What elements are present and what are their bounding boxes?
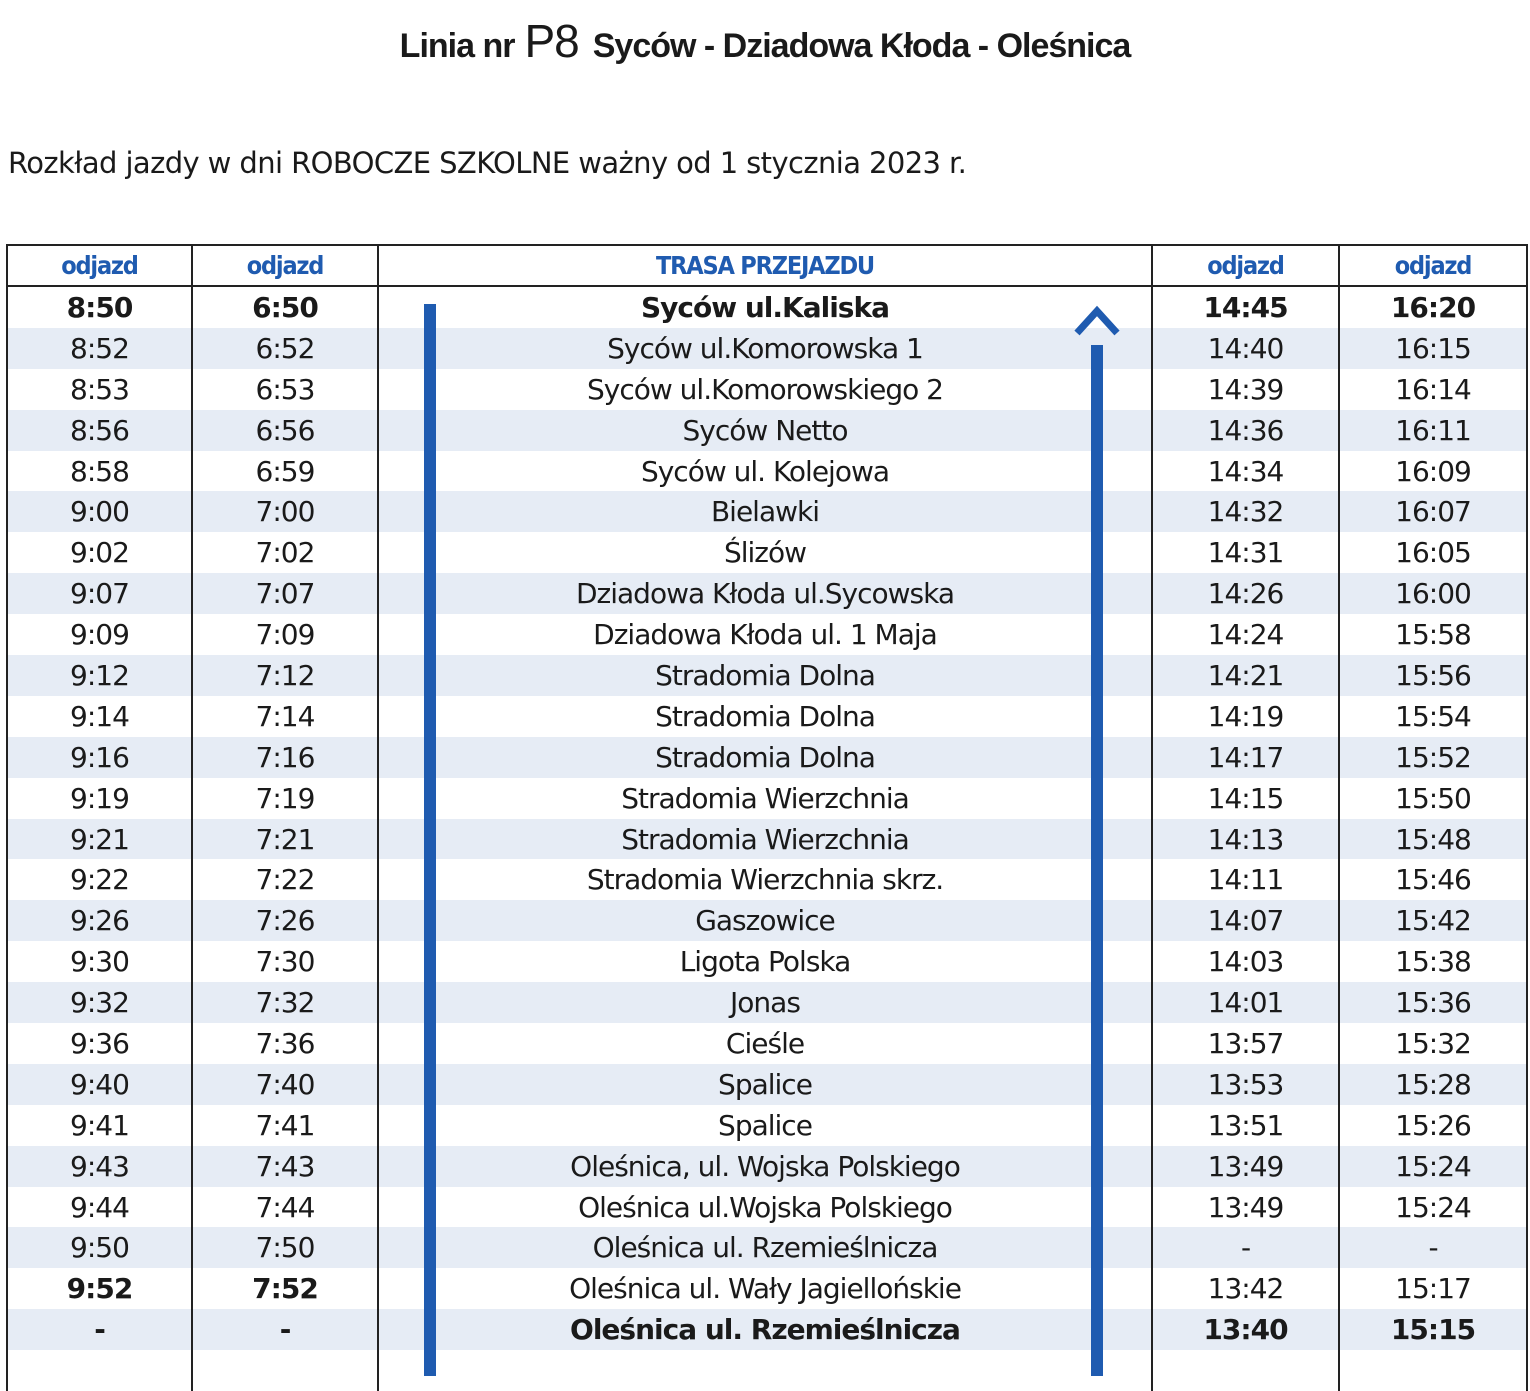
departure-time-3: [1152, 1350, 1339, 1391]
departure-time-2: 7:16: [192, 737, 378, 778]
timetable: [6, 244, 1528, 1391]
table-row: [7, 1350, 1527, 1391]
departure-time-1: 9:00: [7, 491, 192, 532]
stop-name: Oleśnica ul. Rzemieślnicza: [378, 1309, 1152, 1350]
departure-time-4: 15:24: [1339, 1187, 1527, 1228]
table-row: [7, 941, 1527, 982]
stop-name: Oleśnica ul.Wojska Polskiego: [378, 1187, 1152, 1228]
departure-time-3: 14:13: [1152, 819, 1339, 860]
stop-name: Spalice: [378, 1064, 1152, 1105]
departure-time-2: 7:26: [192, 900, 378, 941]
departure-time-1: 8:52: [7, 328, 192, 369]
stop-name: Ligota Polska: [378, 941, 1152, 982]
departure-time-3: 14:11: [1152, 859, 1339, 900]
departure-time-1: 9:26: [7, 900, 192, 941]
departure-time-4: 15:36: [1339, 982, 1527, 1023]
stop-name: Oleśnica ul. Wały Jagiellońskie: [378, 1268, 1152, 1309]
table-row: [7, 737, 1527, 778]
stop-name: Syców Netto: [378, 410, 1152, 451]
stop-name: Stradomia Dolna: [378, 696, 1152, 737]
departure-time-4: 15:54: [1339, 696, 1527, 737]
departure-time-3: 14:15: [1152, 778, 1339, 819]
departure-time-3: 14:39: [1152, 369, 1339, 410]
table-row: [7, 1309, 1527, 1350]
departure-time-1: 9:02: [7, 532, 192, 573]
table-row: [7, 1023, 1527, 1064]
departure-time-3: 13:57: [1152, 1023, 1339, 1064]
stop-name: Syców ul.Kaliska: [378, 286, 1152, 328]
departure-time-1: 9:19: [7, 778, 192, 819]
departure-time-4: 16:00: [1339, 573, 1527, 614]
departure-time-4: 16:09: [1339, 451, 1527, 492]
departure-time-3: 14:26: [1152, 573, 1339, 614]
table-row: [7, 1268, 1527, 1309]
stop-name: Stradomia Wierzchnia skrz.: [378, 859, 1152, 900]
table-row: [7, 982, 1527, 1023]
stop-name: Syców ul.Komorowskiego 2: [378, 369, 1152, 410]
departure-time-4: 16:20: [1339, 286, 1527, 328]
stop-name: Stradomia Dolna: [378, 655, 1152, 696]
table-row: [7, 491, 1527, 532]
departure-time-1: 9:32: [7, 982, 192, 1023]
departure-time-2: 7:50: [192, 1227, 378, 1268]
departure-time-2: 7:36: [192, 1023, 378, 1064]
departure-time-3: 13:49: [1152, 1146, 1339, 1187]
departure-time-2: 7:30: [192, 941, 378, 982]
departure-time-4: 15:32: [1339, 1023, 1527, 1064]
departure-time-3: 13:49: [1152, 1187, 1339, 1228]
departure-time-3: 13:53: [1152, 1064, 1339, 1105]
table-row: [7, 1227, 1527, 1268]
table-row: [7, 1146, 1527, 1187]
header-departure-4: odjazd: [1339, 245, 1527, 286]
departure-time-1: 9:12: [7, 655, 192, 696]
departure-time-3: 13:42: [1152, 1268, 1339, 1309]
departure-time-4: 15:56: [1339, 655, 1527, 696]
schedule-validity: Rozkład jazdy w dni ROBOCZE SZKOLNE ważny od 1 stycznia 2023 r.: [8, 146, 967, 180]
header-departure-2: odjazd: [192, 245, 378, 286]
departure-time-2: 7:52: [192, 1268, 378, 1309]
departure-time-1: 9:40: [7, 1064, 192, 1105]
departure-time-4: 15:58: [1339, 614, 1527, 655]
departure-time-4: 16:14: [1339, 369, 1527, 410]
departure-time-2: 6:52: [192, 328, 378, 369]
table-row: [7, 778, 1527, 819]
stop-name: Ślizów: [378, 532, 1152, 573]
table-row: [7, 573, 1527, 614]
departure-time-3: 13:51: [1152, 1105, 1339, 1146]
departure-time-1: 9:50: [7, 1227, 192, 1268]
departure-time-4: 15:42: [1339, 900, 1527, 941]
departure-time-4: 15:17: [1339, 1268, 1527, 1309]
route-name: Syców - Dziadowa Kłoda - Oleśnica: [592, 27, 1131, 65]
departure-time-4: 15:15: [1339, 1309, 1527, 1350]
departure-time-1: -: [7, 1309, 192, 1350]
departure-time-4: 15:50: [1339, 778, 1527, 819]
table-row: [7, 1187, 1527, 1228]
page-title: [0, 14, 1530, 68]
departure-time-4: 16:07: [1339, 491, 1527, 532]
table-row: [7, 614, 1527, 655]
stop-name: Stradomia Wierzchnia: [378, 778, 1152, 819]
departure-time-3: 14:17: [1152, 737, 1339, 778]
departure-time-2: 7:12: [192, 655, 378, 696]
departure-time-4: 15:52: [1339, 737, 1527, 778]
departure-time-1: 9:44: [7, 1187, 192, 1228]
stop-name: Spalice: [378, 1105, 1152, 1146]
table-row: [7, 1064, 1527, 1105]
departure-time-1: 9:16: [7, 737, 192, 778]
departure-time-3: 14:01: [1152, 982, 1339, 1023]
stop-name: Stradomia Dolna: [378, 737, 1152, 778]
departure-time-3: 14:40: [1152, 328, 1339, 369]
departure-time-4: 15:28: [1339, 1064, 1527, 1105]
departure-time-4: 16:11: [1339, 410, 1527, 451]
departure-time-1: 9:21: [7, 819, 192, 860]
departure-time-4: 15:38: [1339, 941, 1527, 982]
departure-time-4: 16:05: [1339, 532, 1527, 573]
stop-name: Stradomia Wierzchnia: [378, 819, 1152, 860]
departure-time-4: [1339, 1350, 1527, 1391]
stop-name: Oleśnica, ul. Wojska Polskiego: [378, 1146, 1152, 1187]
table-row: [7, 819, 1527, 860]
departure-time-2: 7:09: [192, 614, 378, 655]
departure-time-3: 14:19: [1152, 696, 1339, 737]
departure-time-3: 14:32: [1152, 491, 1339, 532]
departure-time-3: 14:45: [1152, 286, 1339, 328]
departure-time-3: 14:34: [1152, 451, 1339, 492]
table-row: [7, 859, 1527, 900]
table-header-row: [7, 245, 1527, 286]
stop-name: Gaszowice: [378, 900, 1152, 941]
table-row: [7, 1105, 1527, 1146]
header-route: TRASA PRZEJAZDU: [378, 245, 1152, 286]
departure-time-2: 7:07: [192, 573, 378, 614]
table-row: [7, 410, 1527, 451]
departure-time-1: 9:43: [7, 1146, 192, 1187]
departure-time-1: 8:53: [7, 369, 192, 410]
stop-name: [378, 1350, 1152, 1391]
departure-time-1: 9:22: [7, 859, 192, 900]
departure-time-4: 16:15: [1339, 328, 1527, 369]
line-code: P8: [524, 15, 579, 67]
departure-time-1: 9:30: [7, 941, 192, 982]
stop-name: Cieśle: [378, 1023, 1152, 1064]
departure-time-2: 7:19: [192, 778, 378, 819]
departure-time-2: 7:43: [192, 1146, 378, 1187]
departure-time-2: 6:59: [192, 451, 378, 492]
stop-name: Syców ul.Komorowska 1: [378, 328, 1152, 369]
departure-time-2: 7:02: [192, 532, 378, 573]
departure-time-3: 14:24: [1152, 614, 1339, 655]
departure-time-2: -: [192, 1309, 378, 1350]
departure-time-3: -: [1152, 1227, 1339, 1268]
departure-time-3: 14:36: [1152, 410, 1339, 451]
stop-name: Syców ul. Kolejowa: [378, 451, 1152, 492]
header-departure-1: odjazd: [7, 245, 192, 286]
departure-time-4: 15:24: [1339, 1146, 1527, 1187]
stop-name: Bielawki: [378, 491, 1152, 532]
departure-time-2: 6:53: [192, 369, 378, 410]
departure-time-2: 6:50: [192, 286, 378, 328]
timetable-body: [7, 286, 1527, 1391]
departure-time-3: 14:21: [1152, 655, 1339, 696]
departure-time-4: 15:48: [1339, 819, 1527, 860]
stop-name: Dziadowa Kłoda ul.Sycowska: [378, 573, 1152, 614]
table-row: [7, 655, 1527, 696]
departure-time-1: 8:50: [7, 286, 192, 328]
departure-time-4: 15:26: [1339, 1105, 1527, 1146]
table-row: [7, 532, 1527, 573]
header-departure-3: odjazd: [1152, 245, 1339, 286]
table-row: [7, 286, 1527, 328]
departure-time-2: 7:44: [192, 1187, 378, 1228]
departure-time-3: 13:40: [1152, 1309, 1339, 1350]
table-row: [7, 451, 1527, 492]
title-prefix: Linia nr: [399, 27, 515, 65]
departure-time-2: [192, 1350, 378, 1391]
departure-time-1: 9:07: [7, 573, 192, 614]
stop-name: Dziadowa Kłoda ul. 1 Maja: [378, 614, 1152, 655]
departure-time-1: [7, 1350, 192, 1391]
departure-time-1: 9:14: [7, 696, 192, 737]
departure-time-2: 7:00: [192, 491, 378, 532]
departure-time-3: 14:31: [1152, 532, 1339, 573]
departure-time-3: 14:03: [1152, 941, 1339, 982]
table-row: [7, 369, 1527, 410]
departure-time-1: 8:58: [7, 451, 192, 492]
table-row: [7, 696, 1527, 737]
table-row: [7, 328, 1527, 369]
departure-time-2: 7:22: [192, 859, 378, 900]
departure-time-2: 7:40: [192, 1064, 378, 1105]
departure-time-2: 7:41: [192, 1105, 378, 1146]
departure-time-1: 9:52: [7, 1268, 192, 1309]
departure-time-1: 8:56: [7, 410, 192, 451]
departure-time-2: 6:56: [192, 410, 378, 451]
stop-name: Jonas: [378, 982, 1152, 1023]
stop-name: Oleśnica ul. Rzemieślnicza: [378, 1227, 1152, 1268]
departure-time-4: 15:46: [1339, 859, 1527, 900]
table-row: [7, 900, 1527, 941]
departure-time-1: 9:09: [7, 614, 192, 655]
departure-time-2: 7:32: [192, 982, 378, 1023]
departure-time-1: 9:36: [7, 1023, 192, 1064]
departure-time-3: 14:07: [1152, 900, 1339, 941]
departure-time-1: 9:41: [7, 1105, 192, 1146]
departure-time-2: 7:14: [192, 696, 378, 737]
departure-time-4: -: [1339, 1227, 1527, 1268]
departure-time-2: 7:21: [192, 819, 378, 860]
